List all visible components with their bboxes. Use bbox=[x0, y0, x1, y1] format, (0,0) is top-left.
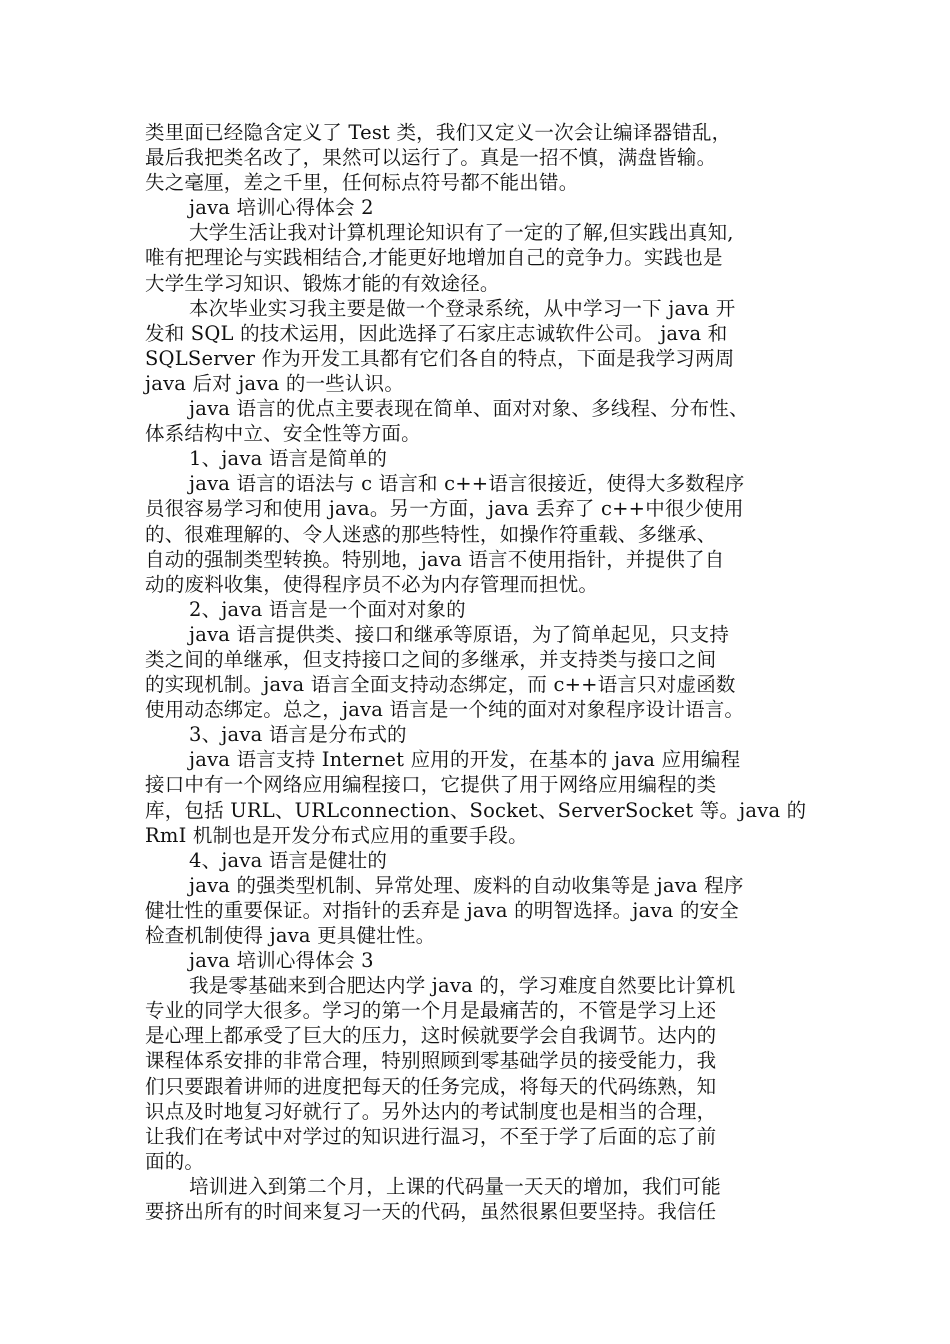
text-line: 们只要跟着讲师的进度把每天的任务完成，将每天的代码练熟，知 bbox=[145, 1074, 717, 1098]
text-line: 体系结构中立、安全性等方面。 bbox=[145, 422, 421, 446]
text-line: java 培训心得体会 3 bbox=[189, 949, 374, 973]
paragraph bbox=[145, 747, 825, 847]
text-line: 库，包括 URL、URLconnection、Socket、ServerSocket 等。java 的 bbox=[145, 798, 807, 822]
document-body bbox=[145, 120, 825, 1224]
text-line: java 语言的语法与 c 语言和 c++语言很接近，使得大多数程序 bbox=[189, 472, 745, 496]
text-line: 员很容易学习和使用 java。另一方面，java 丢弃了 c++中很少使用 bbox=[145, 497, 744, 521]
paragraph bbox=[145, 120, 825, 195]
paragraph bbox=[145, 622, 825, 722]
paragraph bbox=[145, 446, 825, 471]
text-line: 要挤出所有的时间来复习一天的代码，虽然很累但要坚持。我信任 bbox=[145, 1200, 717, 1224]
text-line: 最后我把类名改了，果然可以运行了。真是一招不慎，满盘皆输。 bbox=[145, 146, 717, 170]
text-line: 类里面已经隐含定义了 Test 类，我们又定义一次会让编译器错乱， bbox=[145, 121, 732, 144]
text-line: RmI 机制也是开发分布式应用的重要手段。 bbox=[145, 823, 528, 847]
text-line: 的、很难理解的、令人迷惑的那些特性，如操作符重载、多继承、 bbox=[145, 522, 717, 546]
text-line: SQLServer 作为开发工具都有它们各自的特点，下面是我学习两周 bbox=[145, 346, 735, 370]
text-line: 1、java 语言是简单的 bbox=[189, 447, 388, 471]
text-line: 大学生活让我对计算机理论知识有了一定的了解,但实践出真知, bbox=[189, 221, 734, 245]
paragraph bbox=[145, 220, 825, 295]
text-line: 自动的强制类型转换。特别地，java 语言不使用指针，并提供了自 bbox=[145, 547, 725, 571]
text-line: 使用动态绑定。总之，java 语言是一个纯的面对对象程序设计语言。 bbox=[145, 698, 745, 722]
text-line: 检查机制使得 java 更具健壮性。 bbox=[145, 924, 436, 947]
text-line: 本次毕业实习我主要是做一个登录系统，从中学习一下 java 开 bbox=[189, 296, 736, 320]
paragraph bbox=[145, 973, 825, 1174]
text-line: 3、java 语言是分布式的 bbox=[189, 723, 407, 747]
paragraph bbox=[145, 873, 825, 948]
text-line: 类之间的单继承，但支持接口之间的多继承，并支持类与接口之间 bbox=[145, 647, 717, 671]
paragraph bbox=[145, 722, 825, 747]
paragraph bbox=[145, 195, 825, 220]
text-line: 专业的同学大很多。学习的第一个月是最痛苦的，不管是学习上还 bbox=[145, 999, 717, 1023]
paragraph bbox=[145, 471, 825, 596]
text-line: 动的废料收集，使得程序员不必为内存管理而担忧。 bbox=[145, 572, 599, 596]
text-line: java 语言提供类、接口和继承等原语，为了简单起见，只支持 bbox=[189, 622, 730, 646]
text-line: java 培训心得体会 2 bbox=[189, 196, 374, 220]
paragraph bbox=[145, 948, 825, 973]
text-line: java 后对 java 的一些认识。 bbox=[145, 371, 405, 395]
text-line: 识点及时地复习好就行了。另外达内的考试制度也是相当的合理， bbox=[145, 1099, 717, 1123]
text-line: 培训进入到第二个月，上课的代码量一天天的增加，我们可能 bbox=[189, 1174, 721, 1198]
text-line: 面的。 bbox=[145, 1149, 205, 1173]
text-line: 失之毫厘，差之千里，任何标点符号都不能出错。 bbox=[145, 171, 579, 195]
text-line: 是心理上都承受了巨大的压力，这时候就要学会自我调节。达内的 bbox=[145, 1024, 717, 1048]
text-line: 2、java 语言是一个面对对象的 bbox=[189, 597, 466, 621]
text-line: java 的强类型机制、异常处理、废料的自动收集等是 java 程序 bbox=[189, 873, 744, 897]
text-line: 大学生学习知识、锻炼才能的有效途径。 bbox=[145, 271, 500, 295]
paragraph bbox=[145, 848, 825, 873]
text-line: 4、java 语言是健壮的 bbox=[189, 848, 388, 872]
text-line: 我是零基础来到合肥达内学 java 的，学习难度自然要比计算机 bbox=[189, 974, 736, 998]
paragraph bbox=[145, 396, 825, 446]
text-line: 让我们在考试中对学过的知识进行温习，不至于学了后面的忘了前 bbox=[145, 1124, 717, 1148]
paragraph bbox=[145, 296, 825, 396]
text-line: 的实现机制。java 语言全面支持动态绑定，而 c++语言只对虚函数 bbox=[145, 673, 736, 697]
text-line: 课程体系安排的非常合理，特别照顾到零基础学员的接受能力，我 bbox=[145, 1049, 717, 1073]
text-line: 唯有把理论与实践相结合,才能更好地增加自己的竞争力。实践也是 bbox=[145, 246, 723, 270]
text-line: 接口中有一个网络应用编程接口，它提供了用于网络应用编程的类 bbox=[145, 773, 717, 797]
text-line: java 语言支持 Internet 应用的开发，在基本的 java 应用编程 bbox=[189, 748, 741, 772]
paragraph bbox=[145, 597, 825, 622]
text-line: java 语言的优点主要表现在简单、面对对象、多线程、分布性、 bbox=[189, 397, 749, 421]
text-line: 发和 SQL 的技术运用，因此选择了石家庄志诚软件公司。 java 和 bbox=[145, 321, 728, 345]
text-line: 健壮性的重要保证。对指针的丢弃是 java 的明智选择。java 的安全 bbox=[145, 898, 739, 922]
paragraph bbox=[145, 1174, 825, 1224]
